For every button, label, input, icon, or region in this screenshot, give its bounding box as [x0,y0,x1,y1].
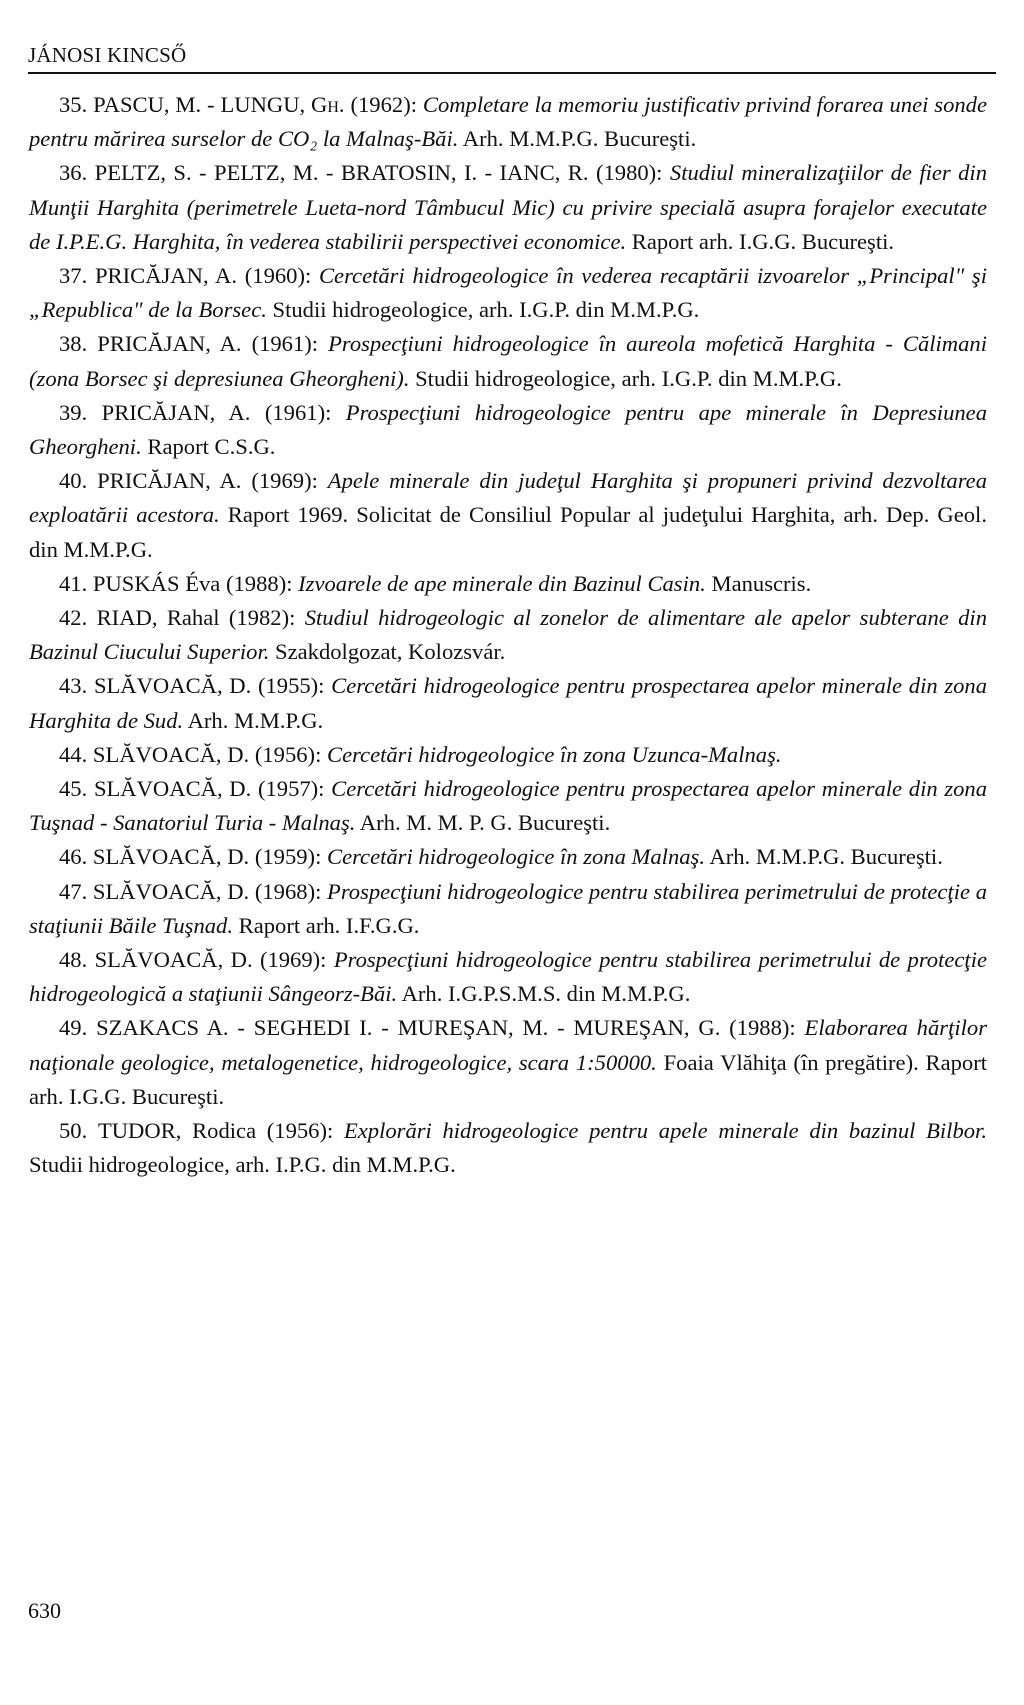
reference-number: 45. [59,776,88,802]
reference-entry [29,396,987,464]
reference-authors: SLĂVOACĂ, D. [92,878,250,904]
reference-authors: SLĂVOACĂ, D. [93,776,252,802]
reference-year: (1960): [237,263,319,289]
reference-authors: PRICĂJAN, A. [101,399,251,425]
reference-year: (1959): [249,844,327,870]
reference-year: Rahal (1982): [157,605,305,631]
reference-number: 40. [59,468,88,494]
page-number: 630 [28,1598,61,1623]
reference-title: Cercetări hidrogeologice pentru prospectarea apelor minerale din zona Tuşnad - Sanatoriul Turia - Malnaş. [29,776,988,836]
reference-number: 43. [59,673,88,699]
reference-year: (1961): [241,331,329,357]
reference-source: Raport C.S.G. [141,434,276,460]
reference-title: Prospecţiuni hidrogeologice pentru stabilirea perimetrului de protecţie a staţiunii Băile Tuşnad. [29,878,987,938]
reference-title: Cercetări hidrogeologice pentru prospectarea apelor minerale din zona Harghita de Sud. [29,673,988,733]
reference-number: 41. [59,570,88,596]
reference-source: Arh. M.M.P.G. Bucureşti. [458,126,697,152]
reference-title: Completare la memoriu justificativ privind forarea unei sonde pentru mărirea surselor de CO₂ la Malnaş-Băi. [29,92,988,152]
reference-entry [29,88,987,156]
reference-title: Studiul mineralizaţiilor de fier din Munţii Harghita (perimetrele Lueta-nord Tâmbucul Mic) cu privire specială asupra forajelor executate de I.P.E.G. Harghita, în vederea stabilirii perspectivei economice. [29,160,987,254]
reference-number: 36. [59,160,88,186]
reference-year: (1969): [241,468,328,494]
reference-authors: PASCU, M. - LUNGU, Gh. [93,92,345,117]
reference-entry [29,1114,987,1182]
reference-number: 42. [59,605,88,631]
reference-number: 50. [59,1118,88,1144]
reference-entry [29,567,987,601]
reference-title: Cercetări hidrogeologice în vederea recaptării izvoarelor „Principal" şi „Republica" de la Borsec. [29,263,987,323]
reference-title: Izvoarele de ape minerale din Bazinul Casin. [298,570,706,596]
reference-year: (1961): [250,399,346,425]
reference-number: 37. [59,263,88,289]
header-rule [28,72,996,74]
reference-year: (1980): [588,160,670,186]
reference-authors: SLĂVOACĂ, D. [94,947,253,973]
reference-authors: PUSKÁS [92,570,180,596]
reference-source: Studii hidrogeologice, arh. I.G.P. din M.M.P.G. [409,365,842,391]
reference-number: 35. [59,92,88,117]
reference-title: Prospecţiuni hidrogeologice în aureola mofetică Harghita - Călimani (zona Borsec şi depresiunea Gheorgheni). [29,331,987,391]
reference-title: Prospecţiuni hidrogeologice pentru stabilirea perimetrului de protecţie hidrogeologică a staţiunii Sângeorz-Băi. [29,947,987,1007]
reference-title: Cercetări hidrogeologice în zona Malnaş. [327,844,705,870]
reference-year: (1957): [251,776,332,802]
reference-source: Arh. M.M.P.G. Bucureşti. [704,844,943,870]
reference-entry [29,772,987,840]
reference-authors: SLĂVOACĂ, D. [92,844,250,870]
reference-number: 49. [59,1015,88,1041]
reference-number: 48. [59,947,88,973]
reference-source: Studii hidrogeologice, arh. I.P.G. din M.M.P.G. [29,1152,456,1178]
reference-title: Explorări hidrogeologice pentru apele minerale din bazinul Bilbor. [343,1118,987,1144]
reference-year: (1969): [252,947,334,973]
reference-year: (1968): [249,878,328,904]
reference-authors: SZAKACS A. - SEGHEDI I. - MUREŞAN, M. - MUREŞAN, G. [96,1015,721,1041]
reference-authors: RIAD, [96,605,158,631]
reference-year: (1962): [344,92,423,117]
reference-authors: PRICĂJAN, A. [94,263,238,289]
reference-source: Szakdolgozat, Kolozsvár. [269,639,506,665]
reference-number: 46. [59,844,88,870]
reference-source: Arh. M. M. P. G. Bucureşti. [355,810,611,836]
reference-authors: SLĂVOACĂ, D. [92,741,250,767]
reference-entry [29,1011,987,1114]
reference-title: Elaborarea hărţilor naţionale geologice, metalogenetice, hidrogeologice, scara 1:50000. [29,1015,987,1075]
reference-entry [29,943,987,1011]
reference-source: Arh. M.M.P.G. [183,707,324,733]
reference-entry [29,738,987,772]
reference-entry [29,601,987,669]
reference-authors: PRICĂJAN, A. [97,331,242,357]
reference-entry [29,327,987,395]
reference-year: (1955): [251,673,332,699]
reference-list [29,88,987,1183]
reference-entry [29,840,987,874]
reference-source: Foaia Vlăhiţa (în pregătire). Raport arh. I.G.G. Bucureşti. [29,1049,987,1109]
reference-authors: TUDOR, [97,1118,182,1144]
reference-title: Cercetări hidrogeologice în zona Uzunca-Malnaş. [327,741,782,767]
reference-number: 39. [59,399,88,425]
reference-year: Éva (1988): [179,570,299,596]
reference-number: 47. [59,878,88,904]
reference-entry [29,669,987,737]
reference-authors: SLĂVOACĂ, D. [93,673,252,699]
reference-source: Studii hidrogeologice, arh. I.G.P. din M.M.P.G. [266,297,700,323]
reference-title: Studiul hidrogeologic al zonelor de alimentare ale apelor subterane din Bazinul Ciucului Superior. [29,605,987,665]
reference-authors: PRICĂJAN, A. [97,468,242,494]
reference-title: Apele minerale din judeţul Harghita şi propuneri privind dezvoltarea exploatării acestora. [29,468,987,528]
reference-number: 44. [59,741,88,767]
reference-source: Manuscris. [705,570,812,596]
reference-year: Rodica (1956): [181,1118,344,1144]
reference-year: (1956): [249,741,327,767]
reference-number: 38. [59,331,88,357]
reference-entry [29,156,987,259]
reference-source: Raport arh. I.F.G.G. [233,912,420,938]
reference-source: Raport 1969. Solicitat de Consiliul Popular al judeţului Harghita, arh. Dep. Geol. din M.M.P.G. [29,502,987,562]
reference-year: (1988): [720,1015,805,1041]
running-head: JÁNOSI KINCSŐ [28,43,187,67]
reference-entry [29,464,987,567]
reference-source: Raport arh. I.G.G. Bucureşti. [626,228,895,254]
reference-authors: PELTZ, S. - PELTZ, M. - BRATOSIN, I. - IANC, R. [94,160,589,186]
reference-entry [29,259,987,327]
reference-source: Arh. I.G.P.S.M.S. din M.M.P.G. [397,981,691,1007]
reference-title: Prospecţiuni hidrogeologice pentru ape minerale în Depresiunea Gheorgheni. [29,399,987,460]
reference-entry [29,875,987,943]
